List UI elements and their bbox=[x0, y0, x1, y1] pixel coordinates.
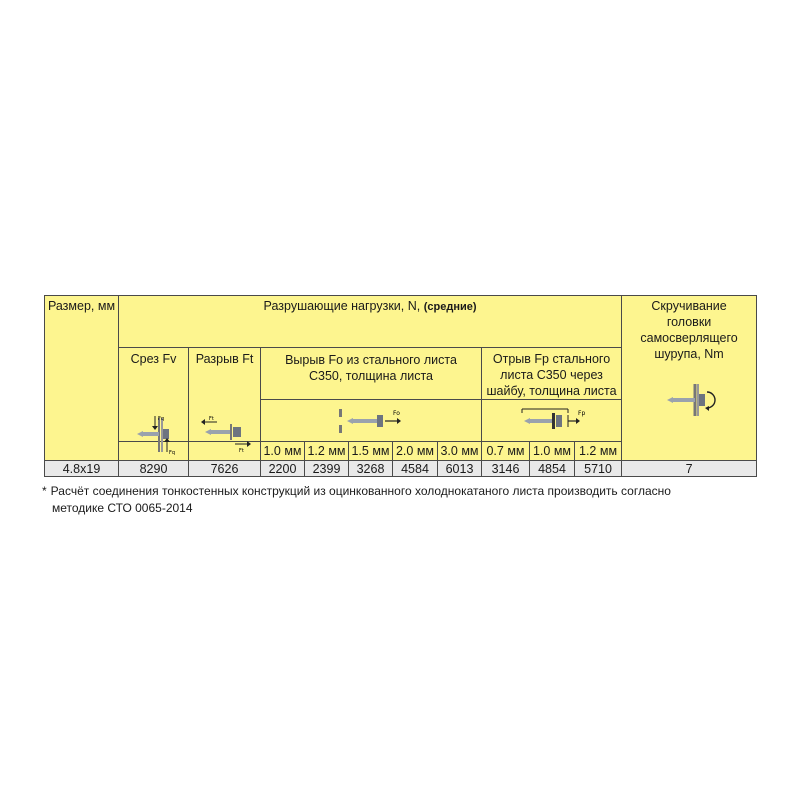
pullout-value-3: 3268 bbox=[349, 461, 393, 477]
loads-group-header: Разрушающие нагрузки, N, (средние) bbox=[119, 296, 622, 348]
pullout-header: Вырыв Fo из стального листа С350, толщина листа bbox=[261, 348, 482, 400]
table-row bbox=[45, 461, 757, 477]
pullout-value-1: 2200 bbox=[261, 461, 305, 477]
tension-icon-cell bbox=[189, 416, 261, 461]
pullout-thickness-1: 1.0 мм bbox=[261, 442, 305, 461]
shear-header: Срез Fv bbox=[119, 348, 189, 442]
svg-text:Ft: Ft bbox=[208, 416, 214, 422]
pullover-test-icon bbox=[482, 401, 621, 441]
tension-header: Разрыв Ft bbox=[189, 348, 261, 442]
pullout-thickness-2: 1.2 мм bbox=[305, 442, 349, 461]
pullover-icon-cell bbox=[482, 400, 622, 442]
torque-header: Скручивание головки самосверлящего шурупа, Nm bbox=[622, 296, 757, 461]
tension-value: 7626 bbox=[189, 461, 261, 477]
pullover-thickness-1: 0.7 мм bbox=[482, 442, 530, 461]
pullout-thickness-3: 1.5 мм bbox=[349, 442, 393, 461]
pullout-thickness-5: 3.0 мм bbox=[438, 442, 482, 461]
tension-test-icon bbox=[189, 412, 260, 456]
footnote-star: * bbox=[42, 484, 47, 498]
svg-text:Fo: Fo bbox=[393, 409, 400, 417]
shear-test-icon bbox=[119, 412, 188, 456]
pullout-test-icon bbox=[261, 401, 481, 441]
size-header: Размер, мм bbox=[45, 296, 119, 461]
shear-icon-cell bbox=[119, 416, 189, 461]
pullover-thickness-3: 1.2 мм bbox=[575, 442, 622, 461]
pullover-value-2: 4854 bbox=[530, 461, 575, 477]
breaking-load-table bbox=[44, 295, 757, 477]
pullover-value-3: 5710 bbox=[575, 461, 622, 477]
svg-text:Fq: Fq bbox=[157, 416, 164, 422]
size-value: 4.8x19 bbox=[45, 461, 119, 477]
svg-text:Ft: Ft bbox=[238, 448, 244, 454]
pullover-value-1: 3146 bbox=[482, 461, 530, 477]
svg-text:Fq: Fq bbox=[168, 450, 175, 456]
shear-value: 8290 bbox=[119, 461, 189, 477]
pullout-icon-cell bbox=[261, 400, 482, 442]
torque-value: 7 bbox=[622, 461, 757, 477]
svg-text:Fp: Fp bbox=[577, 409, 585, 417]
footnote bbox=[42, 483, 762, 517]
pullover-thickness-2: 1.0 мм bbox=[530, 442, 575, 461]
torque-test-icon bbox=[622, 372, 756, 428]
pullout-value-2: 2399 bbox=[305, 461, 349, 477]
footnote-line-2: методике СТО 0065-2014 bbox=[52, 501, 193, 515]
pullover-header: Отрыв Fp стального листа С350 через шайбу, толщина листа bbox=[482, 348, 622, 400]
footnote-line-1: Расчёт соединения тонкостенных конструкций из оцинкованного холоднокатаного листа производить согласно bbox=[50, 484, 671, 498]
pullout-value-4: 4584 bbox=[393, 461, 438, 477]
pullout-thickness-4: 2.0 мм bbox=[393, 442, 438, 461]
pullout-value-5: 6013 bbox=[438, 461, 482, 477]
